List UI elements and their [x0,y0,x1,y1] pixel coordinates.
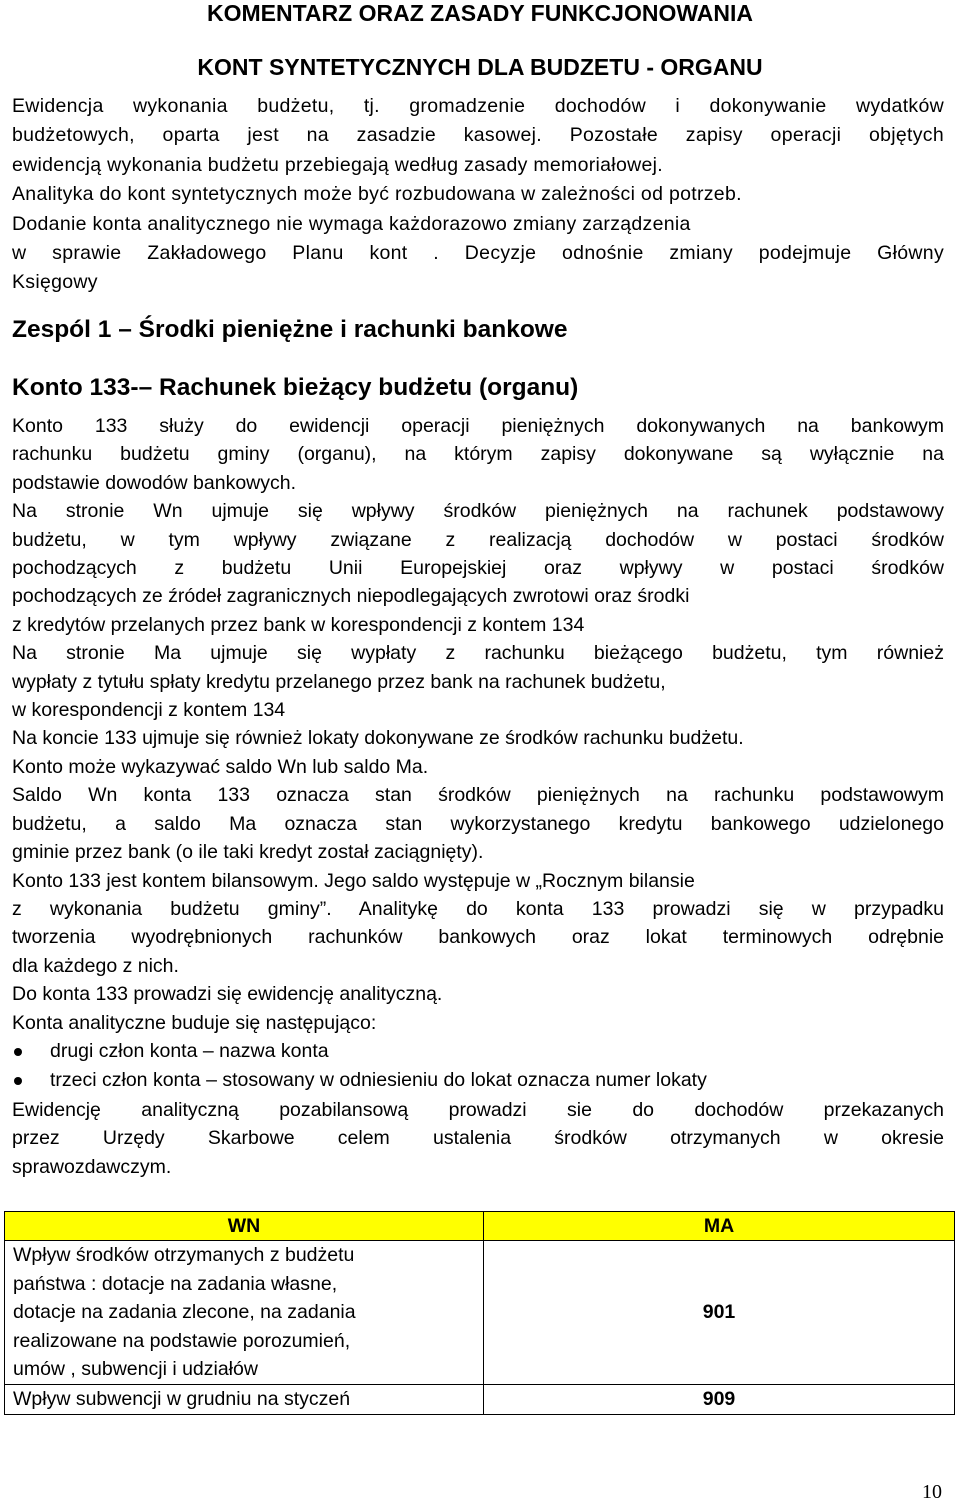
wn-description [5,1241,484,1385]
body-line: pochodzących ze źródeł zagranicznych niepodlegających zwrotowi oraz środki [12,585,690,608]
body-line: rachunku budżetu gminy (organu), na którym zapisy dokonywane są wyłącznie na [12,443,944,466]
intro-line: Ewidencja wykonania budżetu, tj. gromadzenie dochodów i dokonywanie wydatków [12,95,944,117]
wn-line: dotacje na zadania zlecone, na zadania [13,1301,356,1324]
intro-line: Analityka do kont syntetycznych może być rozbudowana w zależności od potrzeb. [12,183,742,206]
document-title-line-2: KONT SYNTETYCZNYCH DLA BUDZETU - ORGANU [197,54,763,80]
table-header-row [5,1212,955,1241]
body-line: Konto 133 jest kontem bilansowym. Jego saldo występuje w „Rocznym bilansie [12,869,695,892]
ma-account: 909 [484,1384,955,1414]
body-line: z kredytów przelanych przez bank w korespondencji z kontem 134 [12,613,585,636]
list-item [12,1066,944,1096]
body-line: Na stronie Ma ujmuje się wypłaty z rachunku bieżącego budżetu, tym również [12,642,944,665]
wn-line: państwa : dotacje na zadania własne, [13,1272,338,1295]
intro-line: budżetowych, oparta jest na zasadzie kasowej. Pozostałe zapisy operacji objętych [12,124,944,147]
table-row [5,1241,955,1385]
body-line: dla każdego z nich. [12,954,179,977]
bullet-icon [14,1077,22,1085]
list-item-text: trzeci człon konta – stosowany w odniesieniu do lokat oznacza numer lokaty [50,1069,707,1092]
intro-line: Księgowy [12,271,98,294]
body-line: gminie przez bank (o ile taki kredyt został zaciągnięty). [12,841,484,864]
body-line: Do konta 133 prowadzi się ewidencję analityczną. [12,983,443,1006]
wn-line: Wpływ subwencji w grudniu na styczeń [13,1387,351,1410]
page-number: 10 [922,1481,942,1503]
body-line: tworzenia wyodrębnionych rachunków bankowych oraz lokat terminowych odrębnie [12,926,944,949]
intro-line: ewidencją wykonania budżetu przebiegają według zasady memoriałowej. [12,153,663,176]
header-ma: MA [484,1212,955,1241]
body-line: wypłaty z tytułu spłaty kredytu przelanego przez bank na rachunek budżetu, [12,670,666,693]
wn-line: umów , subwencji i udziałów [13,1358,258,1381]
body-line: Saldo Wn konta 133 oznacza stan środków pieniężnych na rachunku podstawowym [12,784,944,807]
body-line: w korespondencji z kontem 134 [12,699,286,722]
wn-line: realizowane na podstawie porozumień, [13,1329,351,1352]
intro-line: w sprawie Zakładowego Planu kont . Decyzje odnośnie zmiany podejmuje Główny [12,242,944,265]
list-item-text: drugi człon konta – nazwa konta [50,1039,329,1062]
body-line: budżetu, w tym wpływy związane z realizacją dochodów w postaci środków [12,528,944,551]
ma-account: 901 [484,1241,955,1385]
analytic-structure-list [12,1037,944,1096]
intro-line: Dodanie konta analitycznego nie wymaga każdorazowo zmiany zarządzenia [12,212,691,235]
table-row [5,1384,955,1414]
wn-line: Wpływ środków otrzymanych z budżetu [13,1244,355,1266]
document-title-line-1: KOMENTARZ ORAZ ZASADY FUNKCJONOWANIA [206,0,754,26]
body-line: Konto może wykazywać saldo Wn lub saldo Ma. [12,755,429,778]
body-line: z wykonania budżetu gminy”. Analitykę do konta 133 prowadzi się w przypadku [12,897,944,920]
body-line: pochodzących z budżetu Unii Europejskiej oraz wpływy w postaci środków [12,557,944,580]
body-line: podstawie dowodów bankowych. [12,471,297,494]
wn-description [5,1384,484,1414]
closing-line: Ewidencję analityczną pozabilansową prowadzi sie do dochodów przekazanych [12,1098,944,1121]
intro-paragraph [12,92,944,298]
body-line: Konta analityczne buduje się następująco: [12,1011,377,1034]
bullet-icon [14,1048,22,1056]
group-heading: Zespól 1 – Środki pieniężne i rachunki bankowe [12,316,568,343]
header-wn: WN [5,1212,484,1241]
body-line: budżetu, a saldo Ma oznacza stan wykorzystanego kredytu bankowego udzielonego [12,812,944,835]
account-description [12,412,944,1181]
closing-line: przez Urzędy Skarbowe celem ustalenia środków otrzymanych w okresie [12,1127,944,1150]
body-line: Na stronie Wn ujmuje się wpływy środków pieniężnych na rachunek podstawowy [12,500,944,523]
account-heading: Konto 133-– Rachunek bieżący budżetu (organu) [12,374,579,401]
list-item [12,1037,944,1067]
body-line: Na koncie 133 ujmuje się również lokaty dokonywane ze środków rachunku budżetu. [12,727,744,750]
closing-line: sprawozdawczym. [12,1155,172,1178]
correspondence-table [4,1211,955,1415]
body-line: Konto 133 służy do ewidencji operacji pieniężnych dokonywanych na bankowym [12,415,944,437]
